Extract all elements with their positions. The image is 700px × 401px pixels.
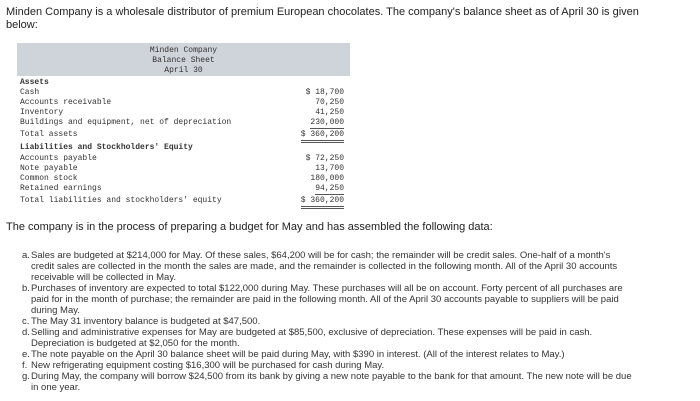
- intro-paragraph: Minden Company is a wholesale distributor of premium European chocolates. The company's balance sheet as of April 30 is given below:: [6, 6, 639, 31]
- statement-title: Balance Sheet: [152, 56, 215, 65]
- liability-row: Common stock 180,000: [20, 174, 344, 183]
- asset-row: Buildings and equipment, net of depreciation 230,000: [20, 118, 344, 127]
- list-item: c. The May 31 inventory balance is budgeted at $47,500.: [22, 316, 261, 327]
- liability-row: Retained earnings 94,250: [20, 184, 344, 193]
- liability-row: Accounts payable $ 72,250: [20, 154, 344, 163]
- assets-heading: Assets: [20, 78, 49, 87]
- list-item: e. The note payable on the April 30 balance sheet will be paid during May, with $390 in interest. (All of the interest relates to May.): [22, 349, 565, 360]
- budget-data-list: [22, 250, 634, 393]
- balance-sheet-header: [17, 43, 350, 76]
- statement-date: April 30: [164, 66, 203, 75]
- total-assets-row: Total assets $ 360,200: [20, 130, 350, 140]
- asset-row: Accounts receivable 70,250: [20, 98, 344, 107]
- balance-sheet: [17, 43, 350, 210]
- asset-row: Inventory 41,250: [20, 108, 344, 117]
- list-item: g. During May, the company will borrow $24,500 from its bank by giving a new note payable to the bank for that amount. The new note will be due in one year.: [22, 371, 632, 393]
- total-liabilities-row: Total liabilities and stockholders' equity $ 360,200: [20, 196, 350, 206]
- list-item: a. Sales are budgeted at $214,000 for May. Of these sales, $64,200 will be for cash; the remainder will be credit sales. One-half of a month's credit sales are collected in the month the sales are made, and the remainder is collected in the following month. All of the April 30 accounts receivable will be collected in May.: [22, 250, 618, 283]
- list-item: f. New refrigerating equipment costing $16,300 will be purchased for cash during May.: [22, 360, 385, 371]
- list-item: d. Selling and administrative expenses for May are budgeted at $85,500, exclusive of depreciation. These expenses will be paid in cash. Depreciation is budgeted at $2,050 for the month.: [22, 327, 593, 349]
- liability-row: Note payable 13,700: [20, 164, 344, 173]
- lead-sentence: The company is in the process of preparing a budget for May and has assembled the following data:: [6, 221, 493, 233]
- company-name: Minden Company: [149, 46, 218, 55]
- asset-row: Cash $ 18,700: [20, 88, 344, 97]
- liabilities-heading: Liabilities and Stockholders' Equity: [20, 143, 193, 152]
- list-item: b. Purchases of inventory are expected to total $122,000 during May. These purchases will all be on account. Forty percent of all purchases are paid for in the month of purchase; the remainder are paid in the following month. All of the April 30 accounts payable to suppliers will be paid during May.: [22, 283, 623, 316]
